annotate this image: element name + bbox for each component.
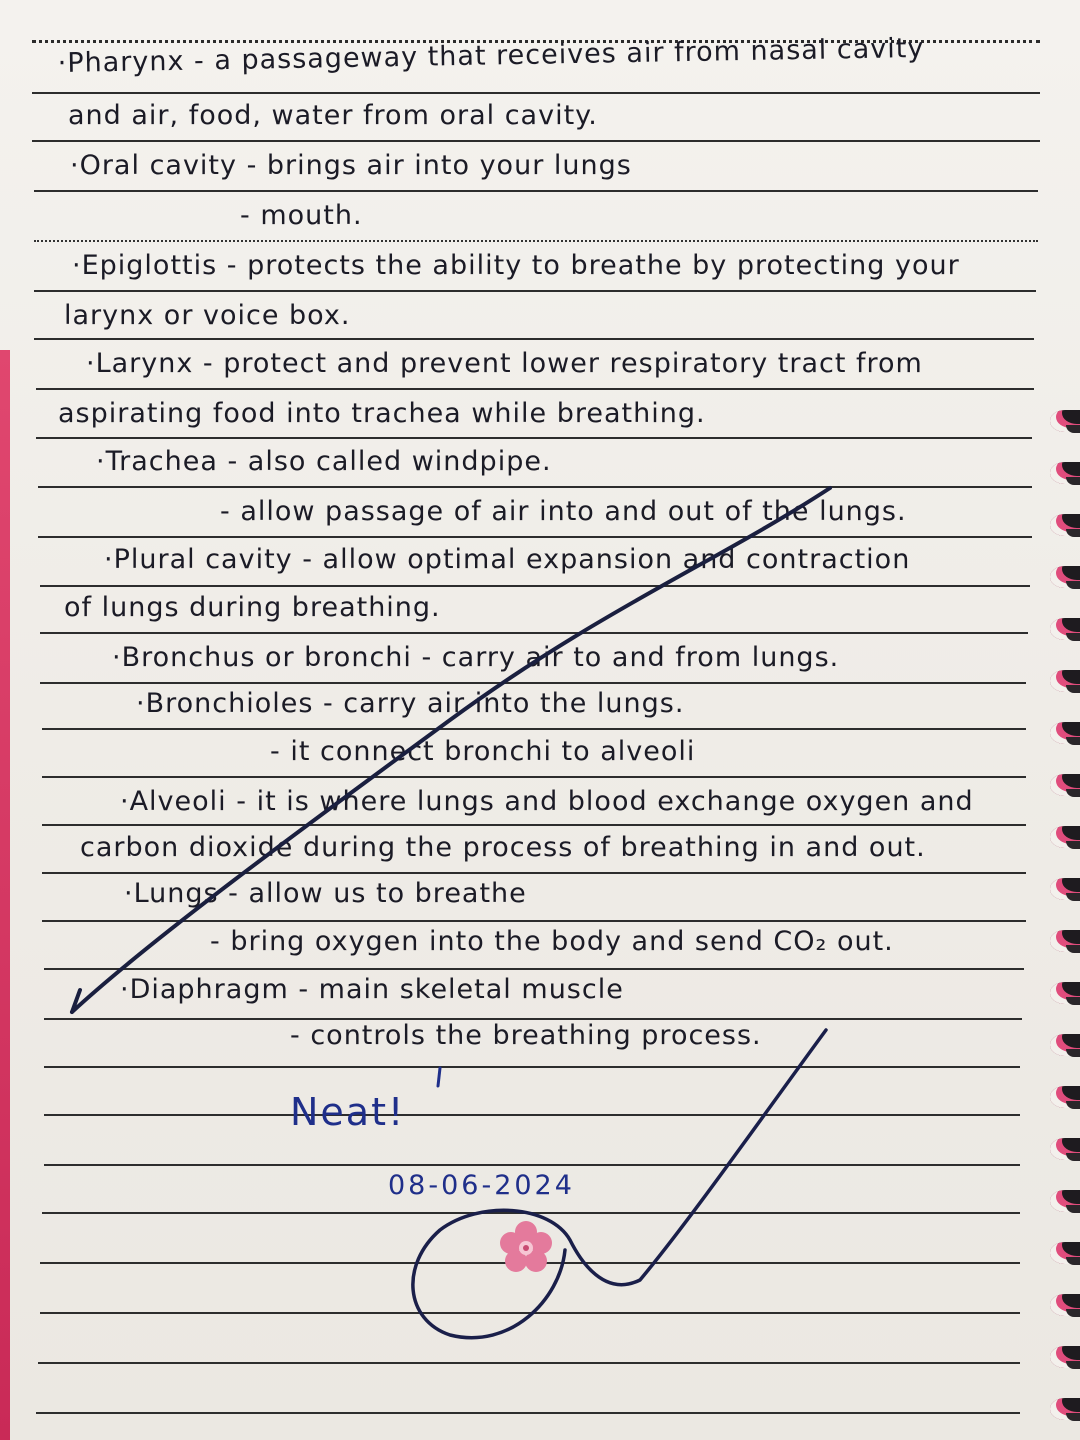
note-trachea-line-1: ·Trachea - also called windpipe. (96, 446, 552, 477)
spiral-binding-icon (1040, 410, 1080, 1440)
note-alveoli-line-2: carbon dioxide during the process of breathing in and out. (80, 832, 926, 863)
note-pharynx-line-1: ·Pharynx - a passageway that receives air from nasal cavity (57, 32, 925, 79)
teacher-note: Neat! (290, 1090, 406, 1134)
signature-loop (413, 1030, 826, 1338)
note-diaphragm-line-1: ·Diaphragm - main skeletal muscle (120, 974, 624, 1005)
note-oral-cavity-line-2: - mouth. (240, 200, 363, 231)
note-pharynx-line-2: and air, food, water from oral cavity. (68, 100, 598, 131)
note-lungs-line-2: - bring oxygen into the body and send CO₂ out. (210, 926, 894, 957)
note-diaphragm-line-2: - controls the breathing process. (290, 1020, 762, 1051)
note-epiglottis-line-1: ·Epiglottis - protects the ability to breathe by protecting your (72, 250, 960, 281)
note-oral-cavity-line-1: ·Oral cavity - brings air into your lungs (70, 150, 632, 181)
note-alveoli-line-1: ·Alveoli - it is where lungs and blood exchange oxygen and (120, 786, 974, 817)
note-bronchioles-line-2: - it connect bronchi to alveoli (270, 736, 696, 767)
teacher-date: 08-06-2024 (388, 1170, 575, 1201)
note-bronchus-line-1: ·Bronchus or bronchi - carry air to and from lungs. (112, 642, 840, 673)
note-trachea-line-2: - allow passage of air into and out of the lungs. (220, 496, 907, 527)
note-pleural-cavity-line-1: ·Plural cavity - allow optimal expansion and contraction (104, 544, 911, 575)
note-larynx-line-1: ·Larynx - protect and prevent lower respiratory tract from (86, 348, 923, 379)
note-epiglottis-line-2: larynx or voice box. (64, 300, 351, 331)
note-pleural-cavity-line-2: of lungs during breathing. (64, 592, 441, 623)
note-lungs-line-1: ·Lungs - allow us to breathe (124, 878, 527, 909)
note-bronchioles-line-1: ·Bronchioles - carry air into the lungs. (136, 688, 685, 719)
note-larynx-line-2: aspirating food into trachea while breathing. (58, 398, 706, 429)
check-mark-icon (72, 488, 830, 1012)
flower-sticker-icon (500, 1221, 552, 1272)
